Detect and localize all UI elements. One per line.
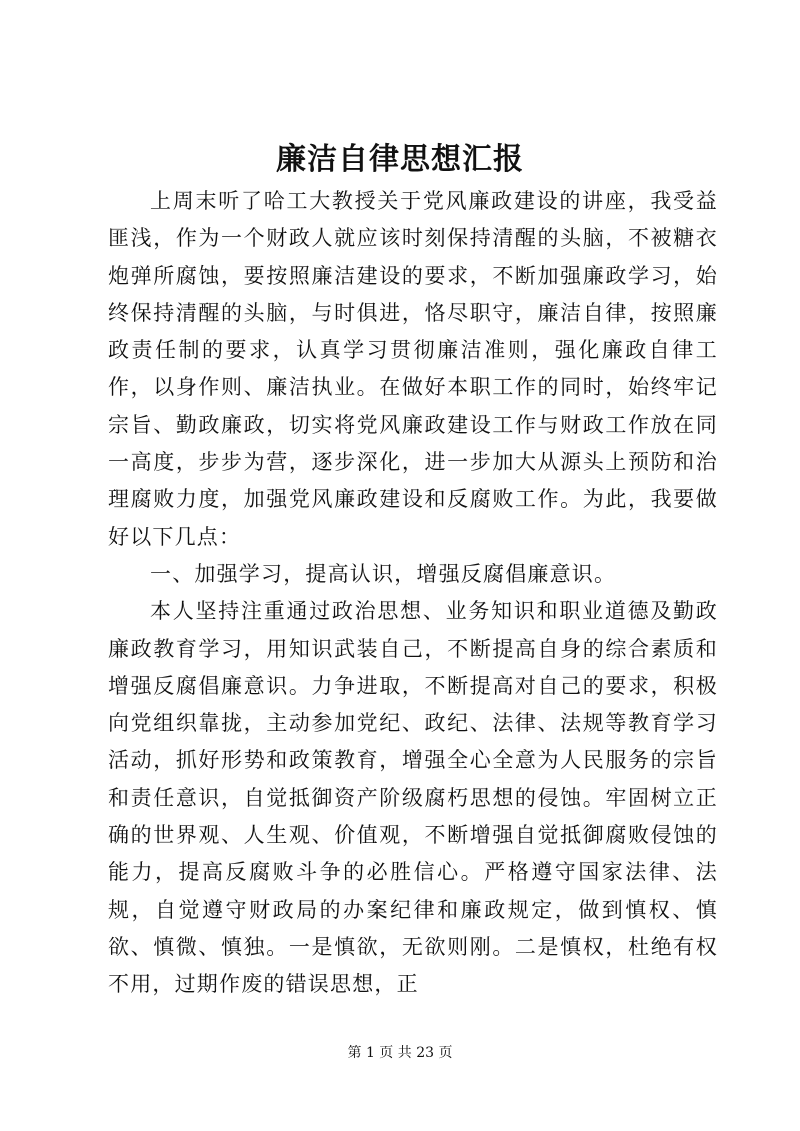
page-footer: 第 1 页 共 23 页 [347, 1045, 453, 1061]
paragraph-body-1: 本人坚持注重通过政治思想、业务知识和职业道德及勤政廉政教育学习，用知识武装自己，不断提高自身的综合素质和增强反腐倡廉意识。力争进取，不断提高对自己的要求，积极向党组织靠拢，主动参加党纪、政纪、法律、法规等教育学习活动，抓好形势和政策教育，增强全心全意为人民服务的宗旨和责任意识，自觉抵御资产阶级腐朽思想的侵蚀。牢固树立正确的世界观、人生观、价值观，不断增强自觉抵御腐败侵蚀的能力，提高反腐败斗争的必胜信心。严格遵守国家法律、法规，自觉遵守财政局的办案纪律和廉政规定，做到慎权、慎欲、慎微、慎独。一是慎欲，无欲则刚。二是慎权，杜绝有权不用，过期作废的错误思想，正 [108, 599, 718, 997]
paragraph-heading-1: 一、加强学习，提高认识，增强反腐倡廉意识。 [150, 561, 617, 586]
paragraph-intro: 上周末听了哈工大教授关于党风廉政建设的讲座，我受益匪浅，作为一个财政人就应该时刻保持清醒的头脑，不被糖衣炮弹所腐蚀，要按照廉洁建设的要求，不断加强廉政学习，始终保持清醒的头脑，与时俱进，恪尽职守，廉洁自律，按照廉政责任制的要求，认真学习贯彻廉洁准则，强化廉政自律工作，以身作则、廉洁执业。在做好本职工作的同时，始终牢记宗旨、勤政廉政，切实将党风廉政建设工作与财政工作放在同一高度，步步为营，逐步深化，进一步加大从源头上预防和治理腐败力度，加强党风廉政建设和反腐败工作。为此，我要做好以下几点： [108, 189, 718, 549]
document-body [108, 183, 718, 1004]
document-title: 廉洁自律思想汇报 [276, 142, 524, 177]
